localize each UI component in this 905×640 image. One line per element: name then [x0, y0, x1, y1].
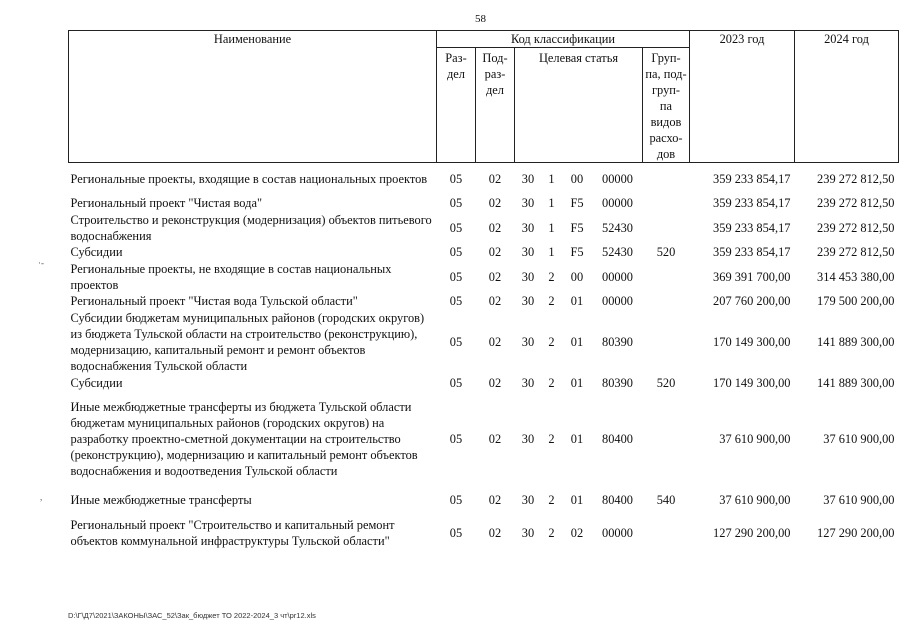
- cell-c3: 01: [570, 335, 584, 349]
- cell-c4: 00000: [602, 525, 633, 540]
- cell-pr: 02: [488, 432, 502, 446]
- cell-rz: 05: [449, 220, 463, 235]
- cell-c4: 80400: [602, 432, 633, 446]
- table-row: [69, 195, 899, 212]
- header-target-article: Целевая статья: [515, 48, 643, 163]
- table-row: [69, 293, 899, 310]
- cell-pr: 02: [488, 196, 502, 210]
- cell-c1: 30: [521, 294, 535, 308]
- cell-c3: 00: [570, 171, 584, 186]
- cell-vr: [643, 261, 690, 293]
- cell-y2: 127 290 200,00: [817, 525, 895, 540]
- cell-c2: 1: [548, 196, 555, 210]
- header-section: Раз- дел: [437, 48, 476, 163]
- cell-c3: 00: [570, 269, 584, 284]
- cell-rz: 05: [449, 335, 463, 349]
- cell-vr: [643, 310, 690, 375]
- header-year-2023: 2023 год: [690, 31, 795, 163]
- cell-pr: 02: [488, 335, 502, 349]
- cell-y1: 37 610 900,00: [719, 432, 791, 446]
- footer-file-path: D:\Г\Д7\2021\ЗАКОНЫ\ЗАС_52\Зак_бюджет ТО 2022-2024_3 чт\pr12.xls: [68, 611, 316, 620]
- cell-rz: 05: [449, 245, 463, 259]
- cell-y2: 314 453 380,00: [817, 269, 895, 284]
- table-row: [69, 261, 899, 293]
- cell-c3: 01: [570, 376, 584, 390]
- cell-c3: F5: [570, 196, 584, 210]
- cell-pr: 02: [488, 294, 502, 308]
- cell-vr: 540: [656, 492, 676, 507]
- cell-y1: 37 610 900,00: [719, 492, 791, 507]
- cell-c3: 01: [570, 432, 584, 446]
- cell-rz: 05: [449, 171, 463, 186]
- cell-vr: [643, 392, 690, 487]
- header-subsection: Под- раз- дел: [476, 48, 515, 163]
- cell-y2: 37 610 900,00: [823, 492, 895, 507]
- cell-c4: 00000: [602, 171, 633, 186]
- cell-y2: 239 272 812,50: [817, 171, 895, 186]
- budget-table: [68, 30, 899, 553]
- table-row: [69, 310, 899, 375]
- cell-c1: 30: [521, 525, 535, 540]
- cell-name: Региональный проект "Чистая вода": [70, 196, 263, 210]
- cell-y1: 359 233 854,17: [713, 245, 791, 259]
- header-classification: Код классификации: [437, 31, 690, 48]
- cell-name: Строительство и реконструкция (модернизация) объектов питьевого водоснабжения: [70, 212, 432, 243]
- cell-c4: 52430: [602, 220, 633, 235]
- cell-y2: 141 889 300,00: [817, 376, 895, 390]
- table-body: [69, 163, 899, 553]
- cell-c2: 2: [548, 269, 555, 284]
- cell-y1: 170 149 300,00: [713, 376, 791, 390]
- cell-vr: [643, 513, 690, 553]
- cell-c2: 2: [548, 335, 555, 349]
- cell-c1: 30: [521, 492, 535, 507]
- cell-c1: 30: [521, 335, 535, 349]
- cell-rz: 05: [449, 294, 463, 308]
- cell-rz: 05: [449, 269, 463, 284]
- cell-c3: 01: [570, 294, 584, 308]
- cell-name: Субсидии: [70, 245, 123, 259]
- cell-y1: 207 760 200,00: [713, 294, 791, 308]
- cell-pr: 02: [488, 171, 502, 186]
- cell-y1: 359 233 854,17: [713, 220, 791, 235]
- cell-y2: 239 272 812,50: [817, 196, 895, 210]
- cell-c3: 02: [570, 525, 584, 540]
- cell-y1: 170 149 300,00: [713, 335, 791, 349]
- cell-y1: 369 391 700,00: [713, 269, 791, 284]
- header-expense-group: Груп- па, под- груп- па видов расхо- дов: [643, 48, 690, 163]
- cell-c2: 2: [548, 432, 555, 446]
- cell-rz: 05: [449, 492, 463, 507]
- cell-pr: 02: [488, 269, 502, 284]
- cell-c2: 1: [548, 220, 555, 235]
- cell-c4: 00000: [602, 196, 633, 210]
- table-row: [69, 392, 899, 487]
- cell-c1: 30: [521, 171, 535, 186]
- cell-c2: 2: [548, 492, 555, 507]
- cell-c4: 52430: [602, 245, 633, 259]
- cell-y1: 359 233 854,17: [713, 171, 791, 186]
- cell-c2: 1: [548, 171, 555, 186]
- cell-c1: 30: [521, 196, 535, 210]
- cell-name: Региональный проект "Строительство и капитальный ремонт объектов коммунальной инфраструктуры Тульской области": [70, 517, 395, 548]
- cell-vr: [643, 195, 690, 212]
- header-name: Наименование: [69, 31, 437, 163]
- cell-c3: F5: [570, 245, 584, 259]
- cell-c4: 80390: [602, 335, 633, 349]
- scan-speck: ,: [40, 492, 43, 502]
- cell-c1: 30: [521, 220, 535, 235]
- cell-name: Региональные проекты, не входящие в состав национальных проектов: [70, 261, 392, 292]
- cell-name: Региональный проект "Чистая вода Тульской области": [70, 294, 358, 308]
- cell-pr: 02: [488, 376, 502, 390]
- cell-vr: [643, 163, 690, 195]
- cell-c3: 01: [570, 492, 584, 507]
- cell-c1: 30: [521, 432, 535, 446]
- cell-vr: 520: [656, 245, 676, 259]
- cell-name: Иные межбюджетные трансферты: [70, 492, 252, 507]
- page-number: 58: [475, 13, 486, 25]
- cell-y1: 359 233 854,17: [713, 196, 791, 210]
- cell-c4: 80400: [602, 492, 633, 507]
- cell-c3: F5: [570, 220, 584, 235]
- cell-name: Субсидии: [70, 376, 123, 390]
- cell-c2: 2: [548, 294, 555, 308]
- cell-c2: 1: [548, 245, 555, 259]
- cell-pr: 02: [488, 220, 502, 235]
- cell-pr: 02: [488, 245, 502, 259]
- header-year-2024: 2024 год: [795, 31, 899, 163]
- cell-rz: 05: [449, 196, 463, 210]
- scan-speck: ·-: [38, 258, 44, 268]
- cell-y2: 179 500 200,00: [817, 294, 895, 308]
- table-row: [69, 163, 899, 195]
- cell-c2: 2: [548, 376, 555, 390]
- cell-pr: 02: [488, 492, 502, 507]
- cell-c1: 30: [521, 269, 535, 284]
- cell-name: Иные межбюджетные трансферты из бюджета Тульской области бюджетам муниципальных районов (городских округов) на разработку проектно-сметной документации на строительство (реконструкцию), модернизацию и капитальный ремонт объектов водоснабжения и водоотведения Тульской области: [70, 400, 418, 478]
- cell-c4: 80390: [602, 376, 633, 390]
- cell-c4: 00000: [602, 269, 633, 284]
- table-row: [69, 212, 899, 244]
- cell-c1: 30: [521, 245, 535, 259]
- cell-y2: 239 272 812,50: [817, 245, 895, 259]
- cell-vr: [643, 293, 690, 310]
- cell-y2: 239 272 812,50: [817, 220, 895, 235]
- cell-vr: 520: [656, 376, 676, 390]
- cell-rz: 05: [449, 525, 463, 540]
- cell-c4: 00000: [602, 294, 633, 308]
- table-row: [69, 513, 899, 553]
- table-row: [69, 244, 899, 261]
- cell-y2: 141 889 300,00: [817, 335, 895, 349]
- cell-rz: 05: [449, 432, 463, 446]
- cell-rz: 05: [449, 376, 463, 390]
- cell-y1: 127 290 200,00: [713, 525, 791, 540]
- cell-c1: 30: [521, 376, 535, 390]
- table-row: [69, 375, 899, 392]
- cell-y2: 37 610 900,00: [823, 432, 895, 446]
- table-row: [69, 487, 899, 513]
- cell-c2: 2: [548, 525, 555, 540]
- cell-name: Субсидии бюджетам муниципальных районов (городских округов) из бюджета Тульской области на строительство (реконструкцию), модернизацию, капитальный ремонт и ремонт объектов водоснабжения Тульской области: [70, 311, 425, 373]
- cell-pr: 02: [488, 525, 502, 540]
- cell-name: Региональные проекты, входящие в состав национальных проектов: [70, 171, 428, 186]
- cell-vr: [643, 212, 690, 244]
